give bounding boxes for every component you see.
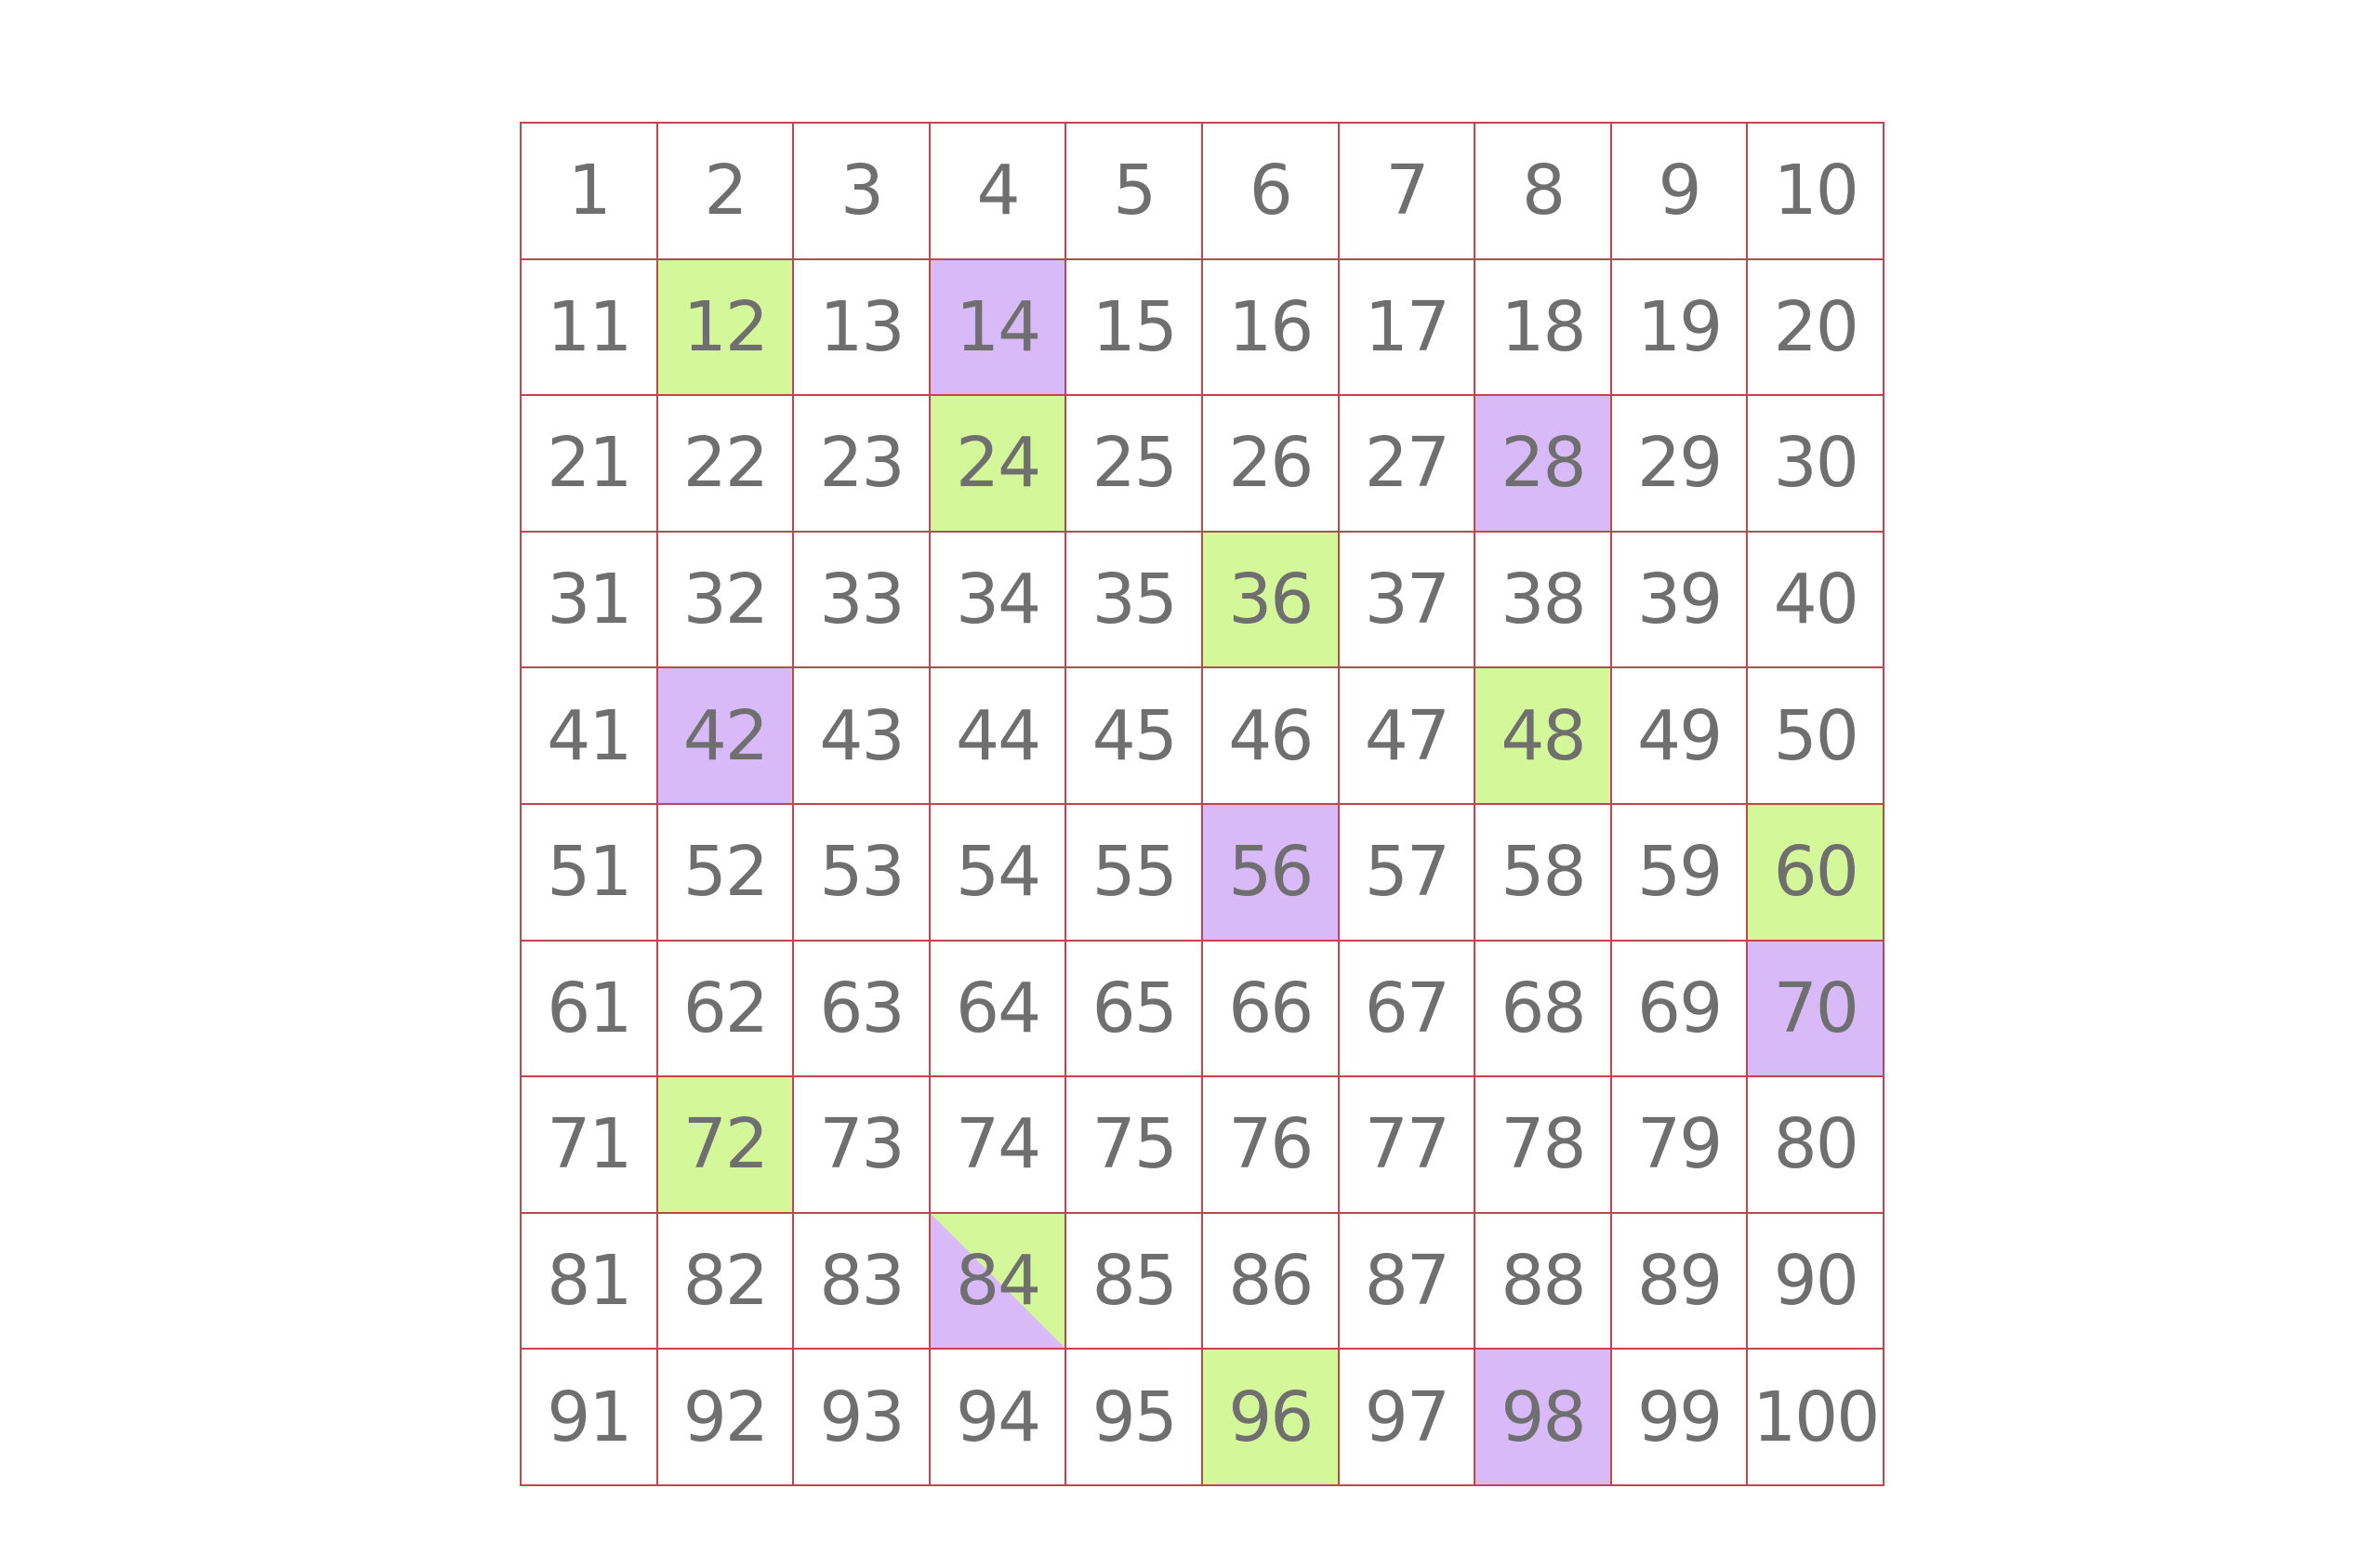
cell-number: 79 (1637, 1104, 1722, 1185)
cell-number: 43 (819, 695, 904, 776)
grid-cell-70 (1748, 942, 1884, 1078)
grid-cell-41 (522, 668, 658, 805)
grid-cell-47 (1340, 668, 1476, 805)
grid-cell-97 (1340, 1350, 1476, 1486)
grid-cell-24 (931, 396, 1067, 533)
grid-cell-49 (1612, 668, 1749, 805)
grid-cell-9 (1612, 124, 1749, 260)
cell-number: 15 (1091, 286, 1176, 367)
cell-number: 76 (1228, 1104, 1313, 1185)
cell-number: 31 (547, 560, 631, 640)
grid-cell-98 (1475, 1350, 1612, 1486)
cell-number: 82 (682, 1241, 767, 1322)
cell-number: 2 (704, 151, 747, 231)
cell-number: 92 (682, 1377, 767, 1457)
grid-cell-18 (1475, 260, 1612, 397)
cell-number: 46 (1228, 695, 1313, 776)
cell-number: 57 (1364, 832, 1448, 913)
cell-number: 86 (1228, 1241, 1313, 1322)
cell-number: 49 (1637, 695, 1722, 776)
cell-number: 64 (956, 968, 1040, 1048)
grid-cell-67 (1340, 942, 1476, 1078)
cell-number: 77 (1364, 1104, 1448, 1185)
cell-number: 72 (682, 1104, 767, 1185)
cell-number: 73 (819, 1104, 904, 1185)
cell-number: 94 (956, 1377, 1040, 1457)
cell-number: 45 (1091, 695, 1176, 776)
cell-number: 25 (1091, 423, 1176, 504)
cell-number: 84 (956, 1241, 1040, 1322)
cell-number: 100 (1752, 1377, 1879, 1457)
cell-number: 41 (547, 695, 631, 776)
grid-cell-60 (1748, 805, 1884, 942)
grid-cell-55 (1066, 805, 1203, 942)
grid-cell-42 (658, 668, 795, 805)
grid-cell-21 (522, 396, 658, 533)
cell-number: 75 (1091, 1104, 1176, 1185)
grid-cell-31 (522, 533, 658, 669)
cell-number: 18 (1501, 286, 1585, 367)
cell-number: 99 (1637, 1377, 1722, 1457)
grid-cell-71 (522, 1077, 658, 1214)
cell-number: 78 (1501, 1104, 1585, 1185)
grid-cell-94 (931, 1350, 1067, 1486)
grid-cell-30 (1748, 396, 1884, 533)
grid-cell-100 (1748, 1350, 1884, 1486)
grid-cell-33 (794, 533, 931, 669)
grid-cell-17 (1340, 260, 1476, 397)
grid-cell-11 (522, 260, 658, 397)
cell-number: 6 (1249, 151, 1291, 231)
cell-number: 20 (1773, 286, 1858, 367)
grid-cell-16 (1203, 260, 1340, 397)
grid-cell-64 (931, 942, 1067, 1078)
cell-number: 85 (1091, 1241, 1176, 1322)
cell-number: 29 (1637, 423, 1722, 504)
grid-cell-62 (658, 942, 795, 1078)
cell-number: 97 (1364, 1377, 1448, 1457)
grid-cell-57 (1340, 805, 1476, 942)
grid-cell-66 (1203, 942, 1340, 1078)
cell-number: 21 (547, 423, 631, 504)
cell-number: 24 (956, 423, 1040, 504)
grid-cell-19 (1612, 260, 1749, 397)
cell-number: 61 (547, 968, 631, 1048)
grid-cell-26 (1203, 396, 1340, 533)
cell-number: 47 (1364, 695, 1448, 776)
grid-cell-13 (794, 260, 931, 397)
grid-cell-27 (1340, 396, 1476, 533)
grid-cell-35 (1066, 533, 1203, 669)
grid-cell-89 (1612, 1214, 1749, 1351)
grid-cell-96 (1203, 1350, 1340, 1486)
cell-number: 7 (1385, 151, 1428, 231)
cell-number: 30 (1773, 423, 1858, 504)
cell-number: 52 (682, 832, 767, 913)
grid-cell-52 (658, 805, 795, 942)
cell-number: 60 (1773, 832, 1858, 913)
grid-cell-7 (1340, 124, 1476, 260)
cell-number: 48 (1501, 695, 1585, 776)
cell-number: 95 (1091, 1377, 1176, 1457)
cell-number: 11 (547, 286, 631, 367)
grid-cell-8 (1475, 124, 1612, 260)
grid-cell-93 (794, 1350, 931, 1486)
grid-cell-78 (1475, 1077, 1612, 1214)
grid-cell-79 (1612, 1077, 1749, 1214)
cell-number: 9 (1658, 151, 1700, 231)
cell-number: 74 (956, 1104, 1040, 1185)
cell-number: 54 (956, 832, 1040, 913)
grid-cell-53 (794, 805, 931, 942)
cell-number: 81 (547, 1241, 631, 1322)
cell-number: 23 (819, 423, 904, 504)
grid-cell-85 (1066, 1214, 1203, 1351)
grid-cell-44 (931, 668, 1067, 805)
cell-number: 8 (1521, 151, 1565, 231)
grid-cell-15 (1066, 260, 1203, 397)
cell-number: 38 (1501, 560, 1585, 640)
grid-cell-99 (1612, 1350, 1749, 1486)
grid-cell-3 (794, 124, 931, 260)
cell-number: 4 (976, 151, 1019, 231)
grid-cell-69 (1612, 942, 1749, 1078)
grid-cell-91 (522, 1350, 658, 1486)
cell-number: 71 (547, 1104, 631, 1185)
cell-number: 66 (1228, 968, 1313, 1048)
grid-cell-82 (658, 1214, 795, 1351)
cell-number: 32 (682, 560, 767, 640)
grid-cell-61 (522, 942, 658, 1078)
grid-cell-32 (658, 533, 795, 669)
grid-cell-58 (1475, 805, 1612, 942)
grid-cell-88 (1475, 1214, 1612, 1351)
cell-number: 13 (819, 286, 904, 367)
grid-cell-75 (1066, 1077, 1203, 1214)
cell-number: 63 (819, 968, 904, 1048)
cell-number: 3 (840, 151, 883, 231)
cell-number: 96 (1228, 1377, 1313, 1457)
grid-cell-51 (522, 805, 658, 942)
cell-number: 88 (1501, 1241, 1585, 1322)
grid-cell-4 (931, 124, 1067, 260)
grid-cell-10 (1748, 124, 1884, 260)
grid-cell-92 (658, 1350, 795, 1486)
cell-number: 70 (1773, 968, 1858, 1048)
grid-cell-68 (1475, 942, 1612, 1078)
grid-cell-84 (931, 1214, 1067, 1351)
cell-number: 67 (1364, 968, 1448, 1048)
grid-cell-59 (1612, 805, 1749, 942)
grid-cell-25 (1066, 396, 1203, 533)
grid-cell-80 (1748, 1077, 1884, 1214)
grid-cell-87 (1340, 1214, 1476, 1351)
grid-cell-37 (1340, 533, 1476, 669)
cell-number: 42 (682, 695, 767, 776)
grid-cell-77 (1340, 1077, 1476, 1214)
cell-number: 40 (1773, 560, 1858, 640)
grid-cell-34 (931, 533, 1067, 669)
cell-number: 50 (1773, 695, 1858, 776)
cell-number: 36 (1228, 560, 1313, 640)
cell-number: 98 (1501, 1377, 1585, 1457)
cell-number: 90 (1773, 1241, 1858, 1322)
cell-number: 53 (819, 832, 904, 913)
grid-cell-81 (522, 1214, 658, 1351)
cell-number: 12 (682, 286, 767, 367)
grid-cell-23 (794, 396, 931, 533)
grid-cell-73 (794, 1077, 931, 1214)
cell-number: 80 (1773, 1104, 1858, 1185)
cell-number: 89 (1637, 1241, 1722, 1322)
cell-number: 35 (1091, 560, 1176, 640)
grid-cell-83 (794, 1214, 931, 1351)
grid-cell-86 (1203, 1214, 1340, 1351)
grid-cell-76 (1203, 1077, 1340, 1214)
grid-cell-45 (1066, 668, 1203, 805)
grid-cell-72 (658, 1077, 795, 1214)
cell-number: 37 (1364, 560, 1448, 640)
grid-cell-22 (658, 396, 795, 533)
grid-cell-20 (1748, 260, 1884, 397)
grid-cell-90 (1748, 1214, 1884, 1351)
cell-number: 58 (1501, 832, 1585, 913)
cell-number: 39 (1637, 560, 1722, 640)
grid-cell-39 (1612, 533, 1749, 669)
cell-number: 44 (956, 695, 1040, 776)
cell-number: 91 (547, 1377, 631, 1457)
grid-cell-40 (1748, 533, 1884, 669)
cell-number: 1 (567, 151, 610, 231)
cell-number: 55 (1091, 832, 1176, 913)
cell-number: 5 (1113, 151, 1156, 231)
grid-cell-95 (1066, 1350, 1203, 1486)
hundred-grid (520, 122, 1884, 1486)
cell-number: 62 (682, 968, 767, 1048)
cell-number: 93 (819, 1377, 904, 1457)
grid-cell-46 (1203, 668, 1340, 805)
cell-number: 22 (682, 423, 767, 504)
grid-cell-1 (522, 124, 658, 260)
grid-cell-65 (1066, 942, 1203, 1078)
grid-cell-38 (1475, 533, 1612, 669)
cell-number: 83 (819, 1241, 904, 1322)
cell-number: 16 (1228, 286, 1313, 367)
grid-cell-74 (931, 1077, 1067, 1214)
cell-number: 56 (1228, 832, 1313, 913)
grid-cell-54 (931, 805, 1067, 942)
grid-cell-36 (1203, 533, 1340, 669)
grid-cell-2 (658, 124, 795, 260)
cell-number: 68 (1501, 968, 1585, 1048)
cell-number: 10 (1773, 151, 1858, 231)
grid-cell-12 (658, 260, 795, 397)
grid-cell-48 (1475, 668, 1612, 805)
cell-number: 19 (1637, 286, 1722, 367)
cell-number: 33 (819, 560, 904, 640)
cell-number: 65 (1091, 968, 1176, 1048)
grid-cell-50 (1748, 668, 1884, 805)
cell-number: 28 (1501, 423, 1585, 504)
cell-number: 34 (956, 560, 1040, 640)
grid-cell-14 (931, 260, 1067, 397)
cell-number: 17 (1364, 286, 1448, 367)
cell-number: 59 (1637, 832, 1722, 913)
cell-number: 69 (1637, 968, 1722, 1048)
cell-number: 51 (547, 832, 631, 913)
cell-number: 14 (956, 286, 1040, 367)
grid-cell-6 (1203, 124, 1340, 260)
grid-cell-63 (794, 942, 931, 1078)
grid-cell-43 (794, 668, 931, 805)
cell-number: 27 (1364, 423, 1448, 504)
grid-cell-5 (1066, 124, 1203, 260)
grid-cell-56 (1203, 805, 1340, 942)
cell-number: 87 (1364, 1241, 1448, 1322)
cell-number: 26 (1228, 423, 1313, 504)
grid-cell-29 (1612, 396, 1749, 533)
grid-cell-28 (1475, 396, 1612, 533)
